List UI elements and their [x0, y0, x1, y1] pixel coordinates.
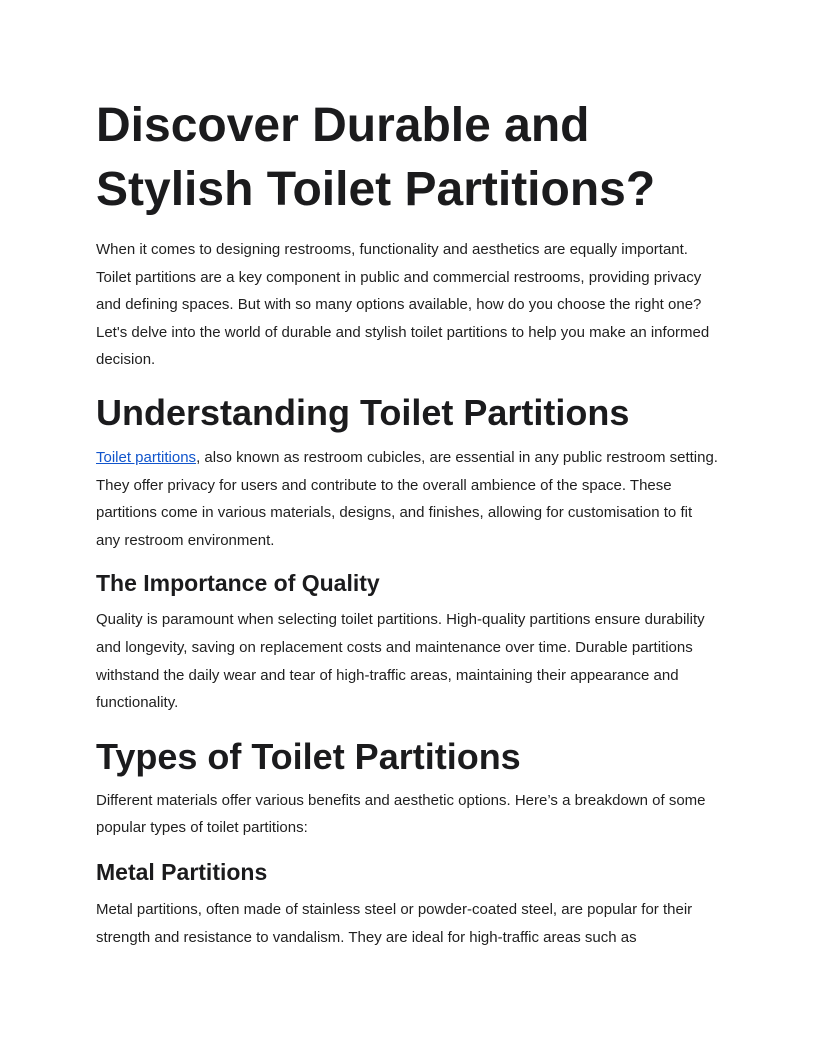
toilet-partitions-link[interactable]: Toilet partitions	[96, 448, 197, 466]
intro-paragraph: When it comes to designing restrooms, functionality and aesthetics are equally important. Toilet partitions are a key component in public and commercial restrooms, providing privacy and defining spaces. But with so many options available, how do you choose the right one? Let's delve into the world of durable and stylish toilet partitions to help you make an informed decision.	[96, 241, 710, 369]
page-title: Discover Durable and Stylish Toilet Partitions?	[96, 99, 656, 216]
section-heading-types: Types of Toilet Partitions	[96, 735, 521, 777]
understanding-body-text: , also known as restroom cubicles, are essential in any public restroom setting. They offer privacy for users and contribute to the overall ambience of the space. These partitions come in various materials, designs, and finishes, allowing for customisation to fit any restroom environment.	[96, 448, 718, 549]
document-page	[96, 94, 720, 951]
understanding-paragraph	[96, 444, 720, 554]
types-paragraph: Different materials offer various benefits and aesthetic options. Here’s a breakdown of some popular types of toilet partitions:	[96, 791, 706, 837]
section-heading-understanding: Understanding Toilet Partitions	[96, 391, 630, 433]
section-heading-quality: The Importance of Quality	[96, 570, 380, 597]
section-heading-metal: Metal Partitions	[96, 858, 268, 885]
metal-paragraph: Metal partitions, often made of stainless steel or powder-coated steel, are popular for their strength and resistance to vandalism. They are ideal for high-traffic areas such as	[96, 900, 693, 946]
quality-paragraph: Quality is paramount when selecting toilet partitions. High-quality partitions ensure durability and longevity, saving on replacement costs and maintenance over time. Durable partitions withstand the daily wear and tear of high-traffic areas, maintaining their appearance and functionality.	[96, 611, 705, 712]
